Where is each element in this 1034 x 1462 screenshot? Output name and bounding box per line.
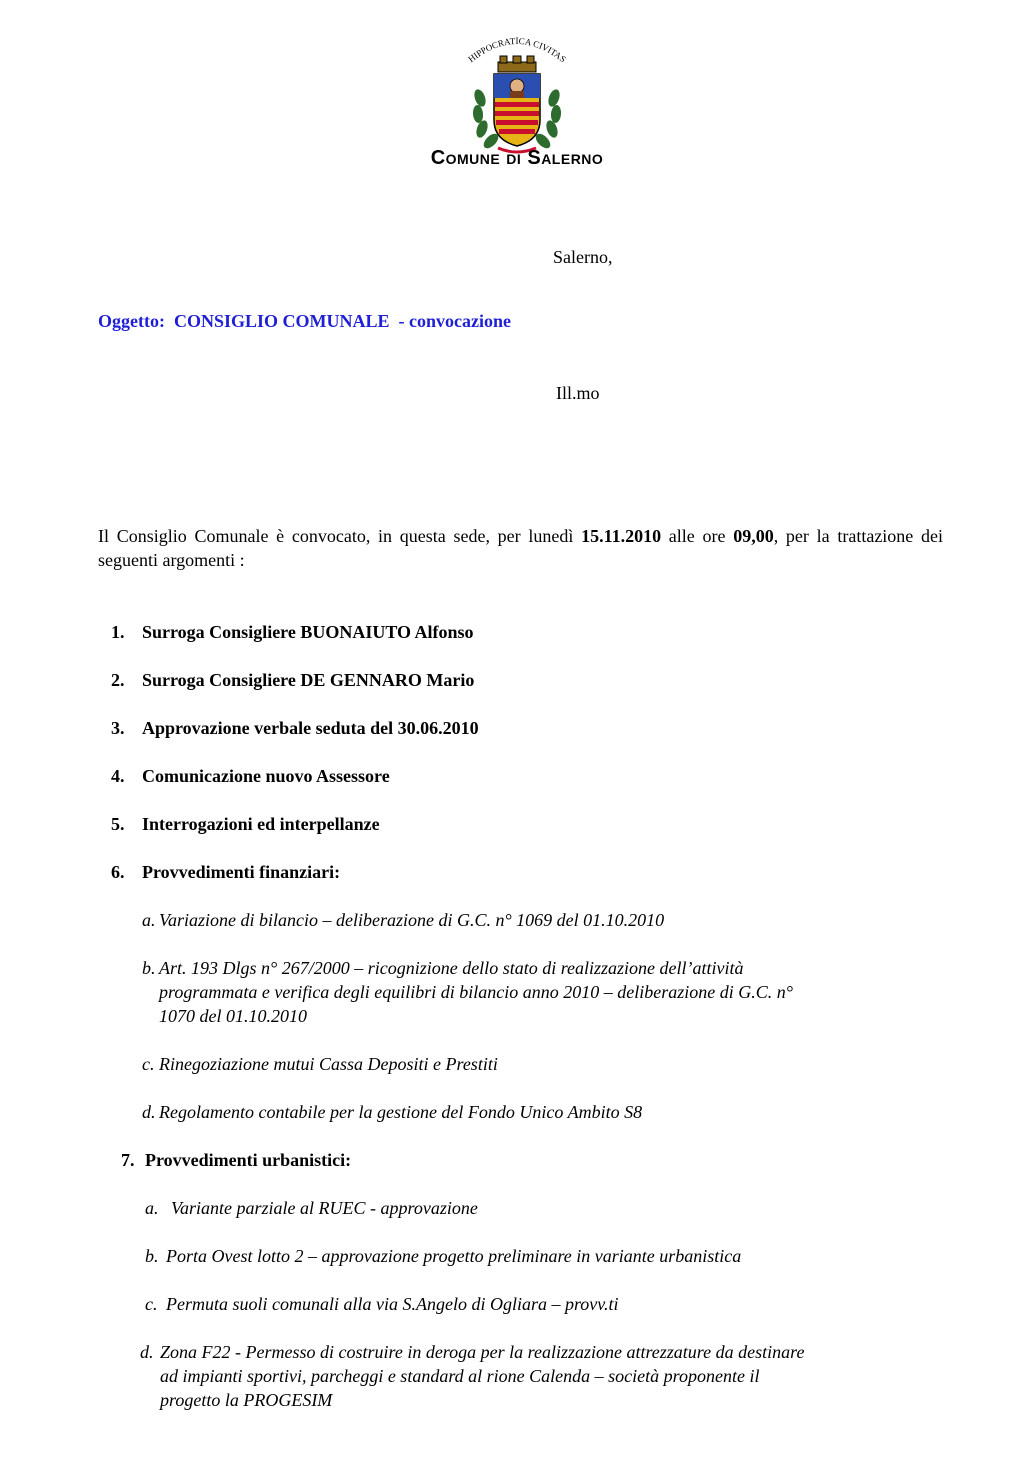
letter-place: Salerno, xyxy=(553,247,613,267)
subitem-letter: d. xyxy=(140,1342,154,1362)
agenda-item: Surroga Consigliere BUONAIUTO Alfonso xyxy=(142,622,474,642)
subitem-text: Regolamento contabile per la gestione del Fondo Unico Ambito S8 xyxy=(159,1102,643,1122)
subitem-text: Zona F22 - Permesso di costruire in deroga per la realizzazione attrezzature da destinare xyxy=(160,1342,805,1362)
crown-icon xyxy=(498,56,536,72)
subitem-text: Permuta suoli comunali alla via S.Angelo di Ogliara – provv.ti xyxy=(166,1294,619,1314)
agenda-number: 1. xyxy=(111,622,125,642)
agenda-number: 5. xyxy=(111,814,125,834)
subitem-text: Variante parziale al RUEC - approvazione xyxy=(171,1198,478,1218)
intro-text-b: alle ore xyxy=(661,526,734,546)
agenda-number: 4. xyxy=(111,766,125,786)
subitem-letter: c. xyxy=(145,1294,158,1314)
meeting-time: 09,00 xyxy=(733,526,774,546)
subject-dash: - convocazione xyxy=(398,311,511,331)
agenda-item: Surroga Consigliere DE GENNARO Mario xyxy=(142,670,475,690)
subject-line xyxy=(98,309,511,333)
agenda-item: Interrogazioni ed interpellanze xyxy=(142,814,380,834)
motto-text: HIPPOCRATICA CIVITAS xyxy=(466,35,568,65)
agenda-number: 6. xyxy=(111,862,125,882)
subitem-letter: a. xyxy=(145,1198,159,1218)
subitem-text: ad impianti sportivi, parcheggi e standard al rione Calenda – società proponente il xyxy=(160,1366,760,1386)
meeting-date: 15.11.2010 xyxy=(581,526,662,546)
subitem-text: Porta Ovest lotto 2 – approvazione progetto preliminare in variante urbanistica xyxy=(166,1246,742,1266)
subitem-letter: b. xyxy=(142,958,156,978)
agenda-item: Provvedimenti urbanistici: xyxy=(145,1150,352,1170)
agenda-item: Comunicazione nuovo Assessore xyxy=(142,766,390,786)
subitem-text: Variazione di bilancio – deliberazione di G.C. n° 1069 del 01.10.2010 xyxy=(159,910,665,930)
shield-icon xyxy=(494,74,540,146)
subitem-text: programmata e verifica degli equilibri di bilancio anno 2010 – deliberazione di G.C. n° xyxy=(159,982,793,1002)
agenda-number: 2. xyxy=(111,670,125,690)
subitem-text: Art. 193 Dlgs n° 267/2000 – ricognizione dello stato di realizzazione dell’attività xyxy=(159,958,744,978)
subitem-text: Rinegoziazione mutui Cassa Depositi e Prestiti xyxy=(159,1054,498,1074)
agenda-number: 7. xyxy=(121,1150,135,1170)
subject-label: Oggetto: xyxy=(98,311,165,331)
coat-of-arms-logo xyxy=(458,28,576,160)
intro-text-c: , per la trattazione dei seguenti argomenti : xyxy=(98,526,944,570)
addressee: Ill.mo xyxy=(556,383,600,403)
agenda-item: Provvedimenti finanziari: xyxy=(142,862,341,882)
subitem-text: progetto la PROGESIM xyxy=(160,1390,333,1410)
agenda-number: 3. xyxy=(111,718,125,738)
agenda-item: Approvazione verbale seduta del 30.06.2010 xyxy=(142,718,479,738)
subitem-text: 1070 del 01.10.2010 xyxy=(159,1006,307,1026)
subitem-letter: c. xyxy=(142,1054,155,1074)
intro-paragraph xyxy=(98,524,943,572)
subitem-letter: b. xyxy=(145,1246,159,1266)
subject-text: CONSIGLIO COMUNALE xyxy=(173,311,390,331)
city-name-heading: Comune di Salerno xyxy=(430,147,604,169)
subitem-letter: d. xyxy=(142,1102,156,1122)
intro-text-a: Il Consiglio Comunale è convocato, in questa sede, per lunedì xyxy=(98,526,582,546)
subitem-letter: a. xyxy=(142,910,156,930)
